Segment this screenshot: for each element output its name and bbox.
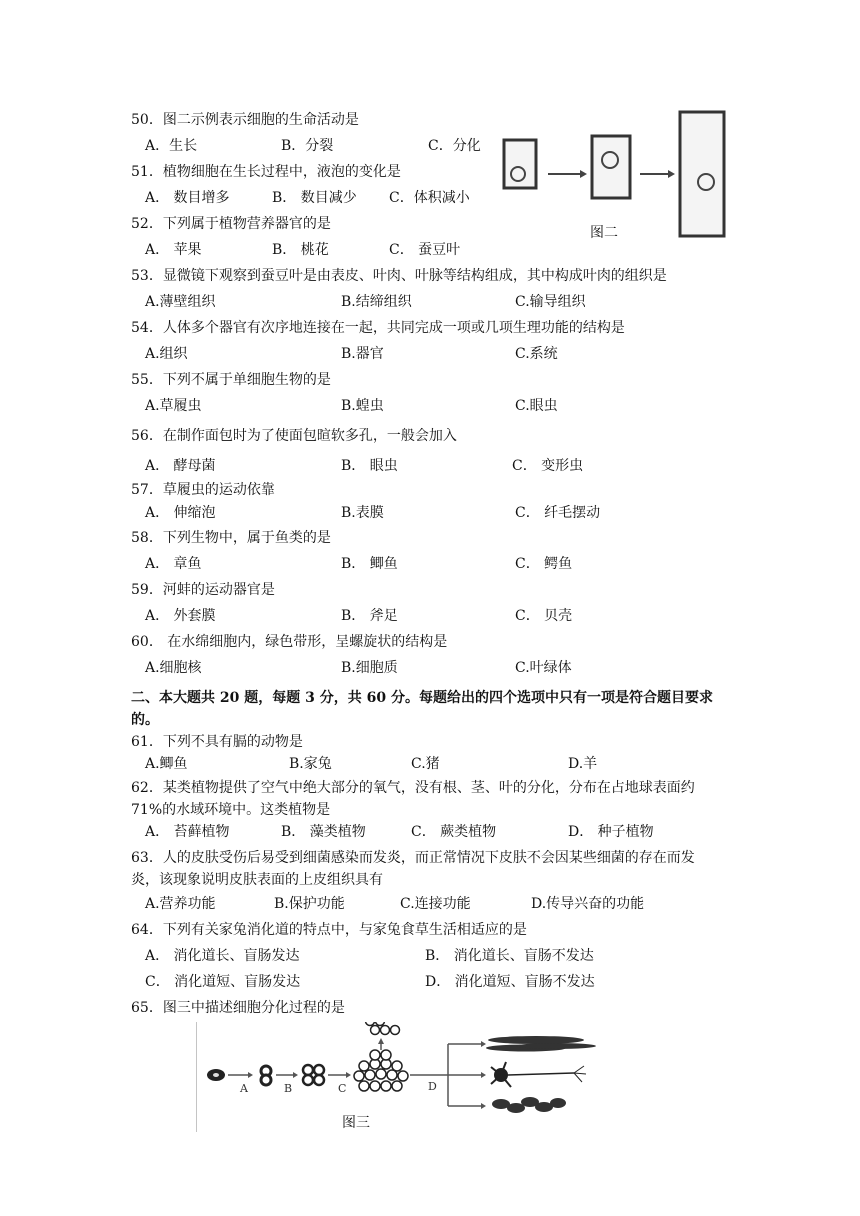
q53-option-a: A.薄壁组织	[145, 294, 216, 310]
q53-option-c: C.输导组织	[515, 294, 586, 310]
q57-text: 57．草履虫的运动依靠	[131, 482, 275, 498]
q50-text: 50．图二示例表示细胞的生命活动是	[131, 112, 359, 128]
q55-text: 55．下列不属于单细胞生物的是	[131, 372, 331, 388]
figure-2-cell-growth-diagram	[492, 108, 728, 240]
q52-option-b: B． 桃花	[272, 242, 329, 258]
q50-option-c: C．分化	[428, 138, 481, 154]
q63-option-d: D.传导兴奋的功能	[531, 896, 645, 912]
q50-option-b: B．分裂	[281, 138, 334, 154]
q62-option-c: C． 蕨类植物	[411, 824, 497, 840]
q62-option-d: D． 种子植物	[568, 824, 654, 840]
q55-option-c: C.眼虫	[515, 398, 558, 414]
q54-option-c: C.系统	[515, 346, 558, 362]
q60-option-c: C.叶绿体	[515, 660, 572, 676]
figure-2	[492, 108, 728, 240]
figure-3-label-a: A	[240, 1082, 248, 1095]
q51-option-c: C．体积减小	[389, 190, 470, 206]
q56-option-b: B． 眼虫	[341, 458, 398, 474]
q61-option-d: D.羊	[568, 756, 598, 772]
q58-option-c: C． 鳄鱼	[515, 556, 573, 572]
q53-text: 53．显微镜下观察到蚕豆叶是由表皮、叶肉、叶脉等结构组成，其中构成叶肉的组织是	[131, 268, 667, 284]
figure-2-caption: 图二	[590, 225, 618, 241]
q63-text-line1: 63．人的皮肤受伤后易受到细菌感染而发炎，而正常情况下皮肤不会因某些细菌的存在而发	[131, 850, 695, 866]
q54-text: 54．人体多个器官有次序地连接在一起，共同完成一项或几项生理功能的结构是	[131, 320, 625, 336]
section-2-heading-line1: 二、本大题共 20 题，每题 3 分，共 60 分。每题给出的四个选项中只有一项是符合题目要求	[131, 690, 713, 706]
blood-cells-icon	[492, 1097, 566, 1113]
q62-option-b: B． 藻类植物	[281, 824, 366, 840]
q55-option-a: A.草履虫	[145, 398, 202, 414]
q61-option-a: A.鲫鱼	[145, 756, 188, 772]
q59-option-a: A． 外套膜	[145, 608, 216, 624]
q60-option-a: A.细胞核	[145, 660, 202, 676]
q62-option-a: A． 苔藓植物	[145, 824, 230, 840]
q56-option-a: A． 酵母菌	[145, 458, 216, 474]
q64-option-d: D． 消化道短、盲肠不发达	[425, 974, 595, 990]
q64-option-a: A． 消化道长、盲肠发达	[145, 948, 300, 964]
q52-option-a: A． 苹果	[145, 242, 202, 258]
q53-option-b: B.结缔组织	[341, 294, 412, 310]
q54-option-a: A.组织	[145, 346, 188, 362]
q61-option-b: B.家兔	[289, 756, 332, 772]
figure-3-label-c: C	[338, 1082, 347, 1095]
figure-3-label-d: D	[428, 1080, 437, 1093]
q61-text: 61．下列不具有膈的动物是	[131, 734, 303, 750]
two-cells-icon	[261, 1066, 271, 1085]
figure-3-label-b: B	[284, 1082, 293, 1095]
muscle-tissue-icon	[486, 1036, 596, 1052]
q61-option-c: C.猪	[411, 756, 440, 772]
q57-option-b: B.表膜	[341, 505, 384, 521]
q63-option-a: A.营养功能	[145, 896, 216, 912]
q52-option-c: C． 蚕豆叶	[389, 242, 461, 258]
q63-option-c: C.连接功能	[400, 896, 471, 912]
figure-3	[196, 1022, 608, 1132]
q59-option-b: B． 斧足	[341, 608, 398, 624]
q57-option-a: A． 伸缩泡	[145, 505, 216, 521]
q65-text: 65．图三中描述细胞分化过程的是	[131, 1000, 345, 1016]
figure-3-caption: 图三	[342, 1115, 370, 1131]
q62-text-line2: 71%的水域环境中。这类植物是	[131, 802, 331, 818]
q59-text: 59．河蚌的运动器官是	[131, 582, 275, 598]
q60-text: 60． 在水绵细胞内，绿色带形，呈螺旋状的结构是	[131, 634, 448, 650]
q58-option-a: A． 章鱼	[145, 556, 202, 572]
q51-option-b: B． 数目减少	[272, 190, 357, 206]
q56-option-c: C． 变形虫	[512, 458, 584, 474]
q59-option-c: C． 贝壳	[515, 608, 573, 624]
q63-option-b: B.保护功能	[274, 896, 345, 912]
section-2-heading-line2: 的。	[131, 712, 159, 728]
four-cells-icon	[303, 1065, 324, 1085]
q58-option-b: B． 鲫鱼	[341, 556, 398, 572]
q57-option-c: C． 纤毛摆动	[515, 505, 601, 521]
q58-text: 58．下列生物中，属于鱼类的是	[131, 530, 331, 546]
q60-option-b: B.细胞质	[341, 660, 398, 676]
q50-option-a: A．生长	[145, 138, 198, 154]
q64-text: 64．下列有关家兔消化道的特点中，与家兔食草生活相适应的是	[131, 922, 527, 938]
q64-option-b: B． 消化道长、盲肠不发达	[425, 948, 594, 964]
q64-option-c: C． 消化道短、盲肠发达	[145, 974, 301, 990]
q56-text: 56．在制作面包时为了使面包暄软多孔，一般会加入	[131, 428, 457, 444]
q52-text: 52．下列属于植物营养器官的是	[131, 216, 331, 232]
q62-text-line1: 62．某类植物提供了空气中绝大部分的氧气，没有根、茎、叶的分化，分布在占地球表面约	[131, 780, 695, 796]
neuron-icon	[491, 1062, 586, 1087]
q51-text: 51．植物细胞在生长过程中，液泡的变化是	[131, 164, 401, 180]
q63-text-line2: 炎，该现象说明皮肤表面的上皮组织具有	[131, 872, 383, 888]
q51-option-a: A． 数目增多	[145, 190, 230, 206]
q55-option-b: B.蝗虫	[341, 398, 384, 414]
figure-3-cell-differentiation-diagram	[196, 1022, 608, 1132]
upper-cluster-icon	[366, 1022, 400, 1035]
cell-mass-icon	[354, 1050, 408, 1091]
q54-option-b: B.器官	[341, 346, 384, 362]
